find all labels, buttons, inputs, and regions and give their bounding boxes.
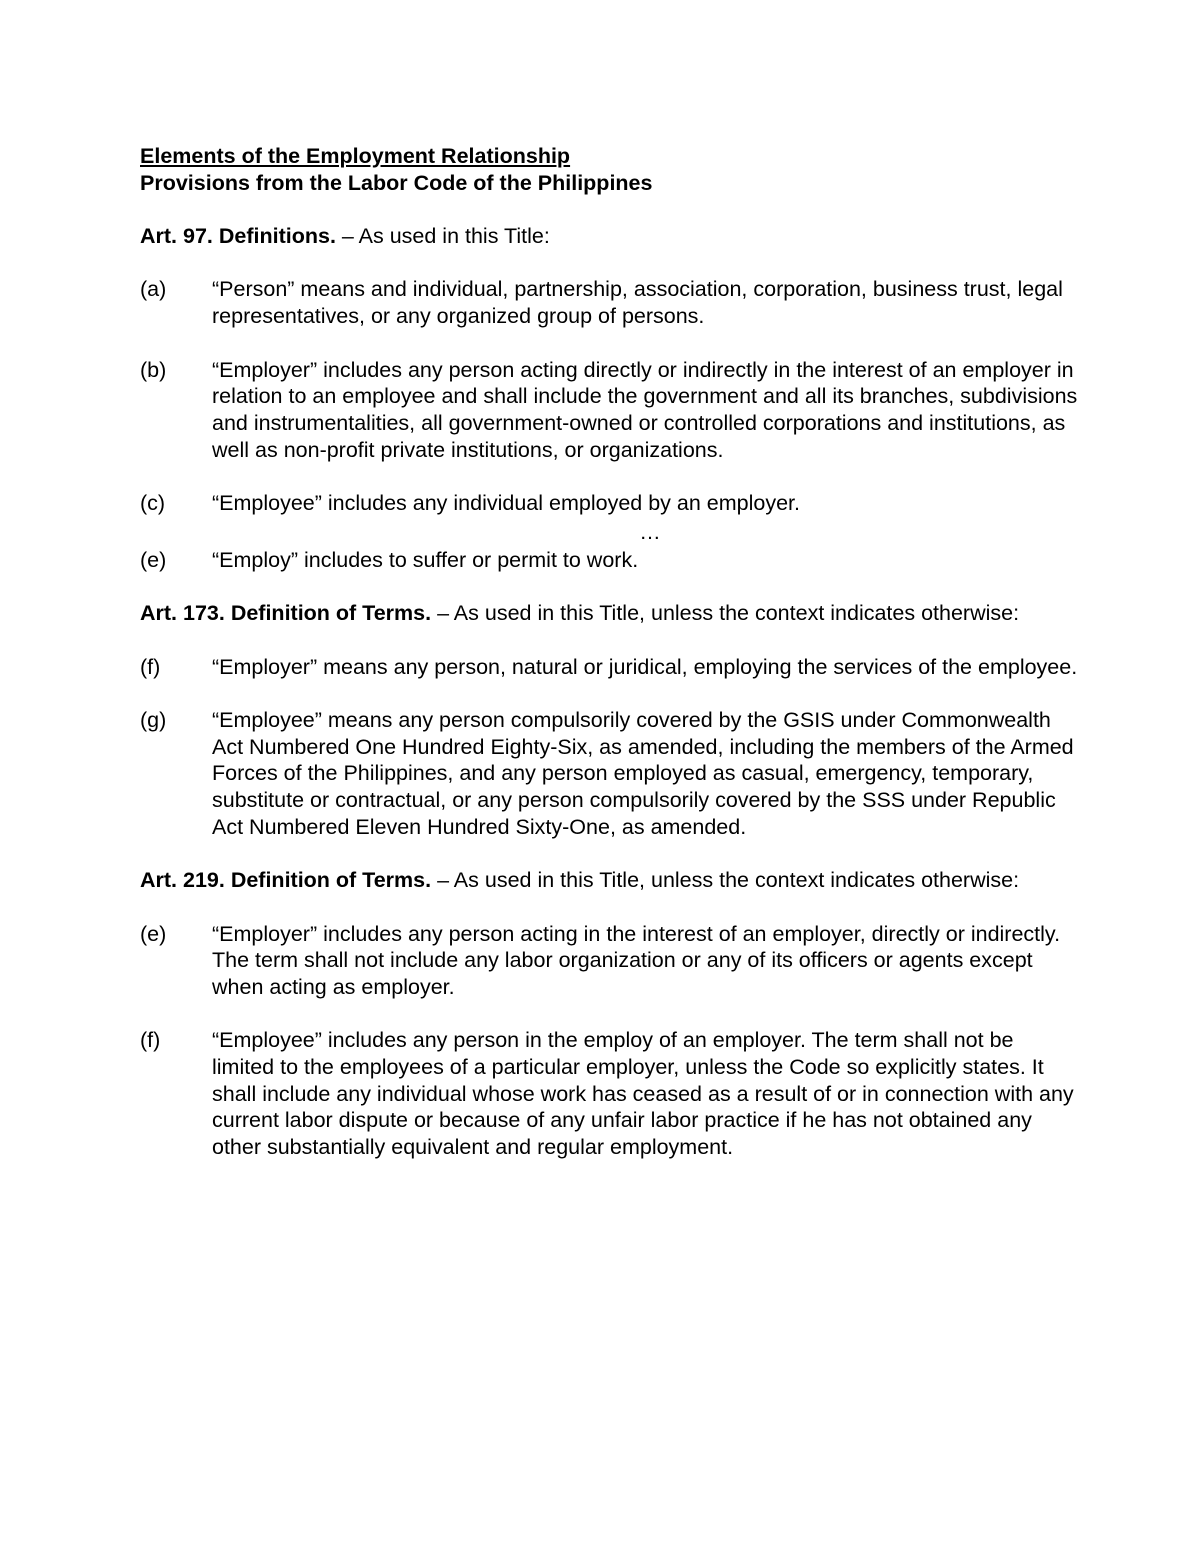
- omission-ellipsis: …: [639, 519, 661, 544]
- definition-item: [140, 276, 1080, 329]
- definition-item: [140, 707, 1080, 841]
- article-number: Art. 173. Definition of Terms.: [140, 601, 432, 626]
- document-subtitle: Provisions from the Labor Code of the Philippines: [140, 170, 653, 195]
- item-label: (f): [140, 654, 161, 679]
- article-219: [140, 867, 1080, 1161]
- item-text: “Employer” includes any person acting directly or indirectly in the interest of an employer in relation to an employee and shall include the government and all its branches, subdivisions and instrumentalities, all government-owned or controlled corporations and institutions, as well as non-profit private institutions, or organizations.: [212, 357, 1078, 462]
- definition-item: [140, 654, 1080, 681]
- item-label: (e): [140, 921, 167, 946]
- item-label: (b): [140, 357, 167, 382]
- item-text: “Employee” means any person compulsorily covered by the GSIS under Commonwealth Act Numbered One Hundred Eighty-Six, as amended, including the members of the Armed Forces of the Philippines, and any person employed as casual, emergency, temporary, substitute or contractual, or any person compulsorily covered by the SSS under Republic Act Numbered Eleven Hundred Sixty-One, as amended.: [212, 707, 1074, 839]
- definition-item: [140, 547, 1080, 574]
- article-intro: – As used in this Title, unless the context indicates otherwise:: [431, 868, 1020, 893]
- article-number: Art. 219. Definition of Terms.: [140, 868, 432, 893]
- item-text: “Person” means and individual, partnership, association, corporation, business trust, legal representatives, or any organized group of persons.: [212, 277, 1063, 329]
- document-title: Elements of the Employment Relationship: [140, 144, 571, 168]
- article-173: [140, 600, 1080, 840]
- item-text: “Employ” includes to suffer or permit to work.: [212, 547, 639, 572]
- definition-item: [140, 357, 1080, 464]
- article-intro: – As used in this Title, unless the context indicates otherwise:: [431, 601, 1020, 626]
- definition-item: [140, 1027, 1080, 1161]
- document-page: [140, 143, 1080, 1188]
- item-label: (c): [140, 491, 166, 516]
- item-label: (g): [140, 707, 167, 732]
- article-heading: [140, 600, 1080, 627]
- article-intro: – As used in this Title:: [335, 224, 550, 249]
- item-label: (f): [140, 1028, 161, 1053]
- definition-item: [140, 921, 1080, 1001]
- article-heading: [140, 223, 1080, 250]
- article-number: Art. 97. Definitions.: [140, 224, 336, 249]
- item-label: (e): [140, 547, 167, 572]
- item-text: “Employer” includes any person acting in the interest of an employer, directly or indirectly. The term shall not include any labor organization or any of its officers or agents except when acting as employer.: [212, 921, 1061, 999]
- definition-item: [140, 490, 1080, 517]
- article-heading: [140, 867, 1080, 894]
- item-text: “Employee” includes any person in the employ of an employer. The term shall not be limited to the employees of a particular employer, unless the Code so explicitly states. It shall include any individual whose work has ceased as a result of or in connection with any current labor dispute or because of any unfair labor practice if he has not obtained any other substantially equivalent and regular employment.: [212, 1028, 1074, 1160]
- item-text: “Employee” includes any individual employed by an employer.: [212, 491, 800, 516]
- item-text: “Employer” means any person, natural or juridical, employing the services of the employee.: [212, 654, 1078, 679]
- item-label: (a): [140, 277, 167, 302]
- article-97: [140, 223, 1080, 573]
